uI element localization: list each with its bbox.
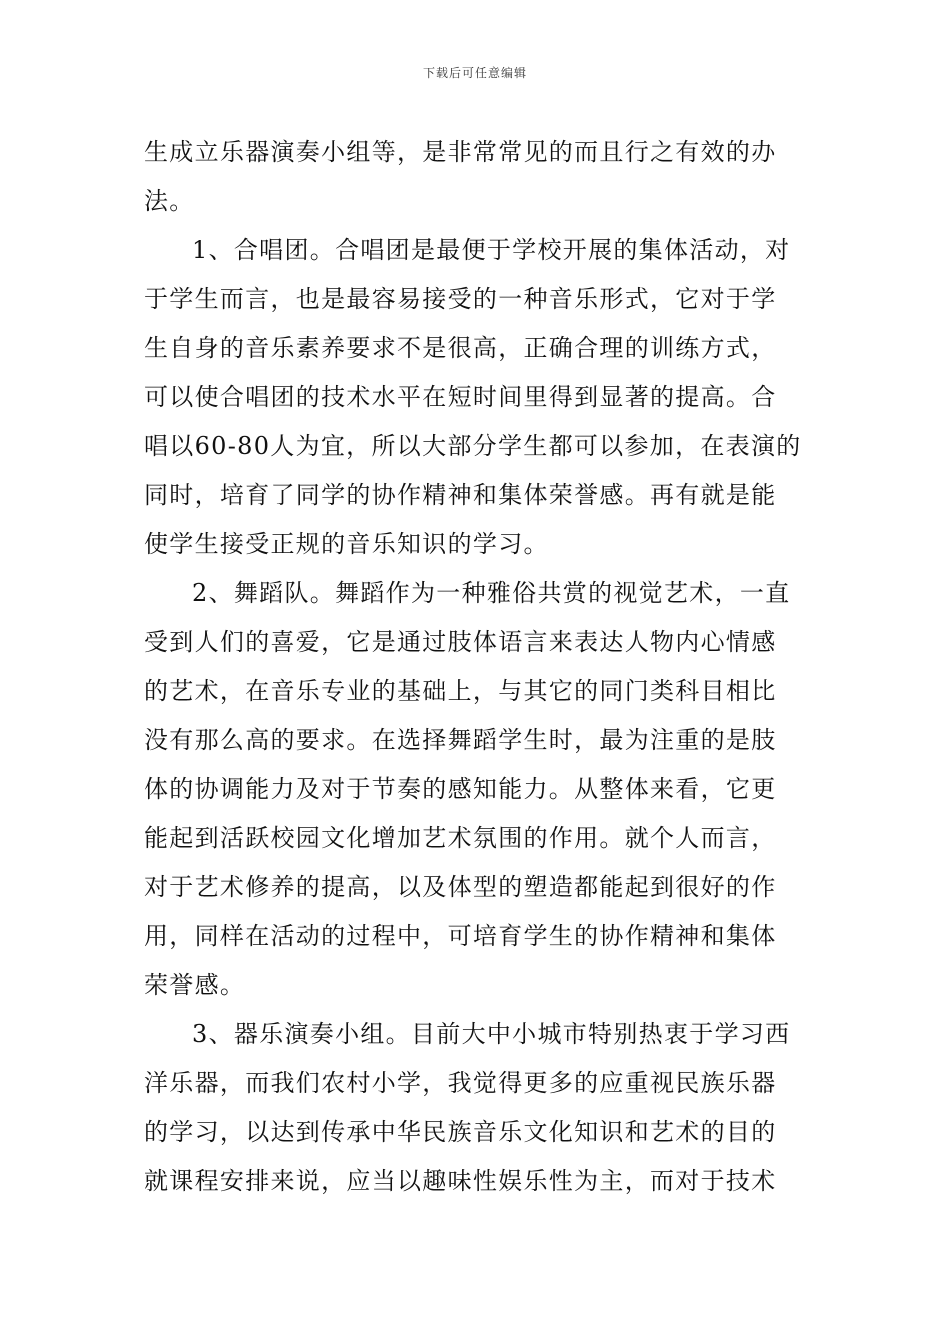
text-line: 用，同样在活动的过程中，可培育学生的协作精神和集体 [144,922,777,950]
paragraph-start-line: 1、合唱团。合唱团是最便于学校开展的集体活动，对 [192,236,791,264]
text-line: 受到人们的喜爱，它是通过肢体语言来表达人物内心情感 [144,628,777,656]
text-line: 生自身的音乐素养要求不是很高，正确合理的训练方式， [144,334,777,362]
text-line: 荣誉感。 [144,971,246,999]
text-line: 能起到活跃校园文化增加艺术氛围的作用。就个人而言， [144,824,777,852]
paragraph-start-line: 2、舞蹈队。舞蹈作为一种雅俗共赏的视觉艺术，一直 [192,579,791,607]
text-line: 同时，培育了同学的协作精神和集体荣誉感。再有就是能 [144,481,777,509]
text-line: 生成立乐器演奏小组等，是非常常见的而且行之有效的办 [144,138,777,166]
text-line: 可以使合唱团的技术水平在短时间里得到显著的提高。合 [144,383,777,411]
document-body [144,128,808,1206]
text-line: 对于艺术修养的提高，以及体型的塑造都能起到很好的作 [144,873,777,901]
text-line: 就课程安排来说，应当以趣味性娱乐性为主，而对于技术 [144,1167,777,1195]
paragraph-start-line: 3、器乐演奏小组。目前大中小城市特别热衷于学习西 [192,1020,791,1048]
text-line: 体的协调能力及对于节奏的感知能力。从整体来看，它更 [144,775,777,803]
text-line: 的艺术，在音乐专业的基础上，与其它的同门类科目相比 [144,677,777,705]
text-line: 没有那么高的要求。在选择舞蹈学生时，最为注重的是肢 [144,726,777,754]
text-line: 的学习，以达到传承中华民族音乐文化知识和艺术的目的 [144,1118,777,1146]
text-line: 使学生接受正规的音乐知识的学习。 [144,530,549,558]
text-line: 法。 [144,187,195,215]
text-line: 洋乐器，而我们农村小学，我觉得更多的应重视民族乐器 [144,1069,777,1097]
page-header-note: 下载后可任意编辑 [422,66,527,80]
text-line: 于学生而言，也是最容易接受的一种音乐形式，它对于学 [144,285,777,313]
text-line: 唱以60-80人为宜，所以大部分学生都可以参加，在表演的 [144,432,802,460]
